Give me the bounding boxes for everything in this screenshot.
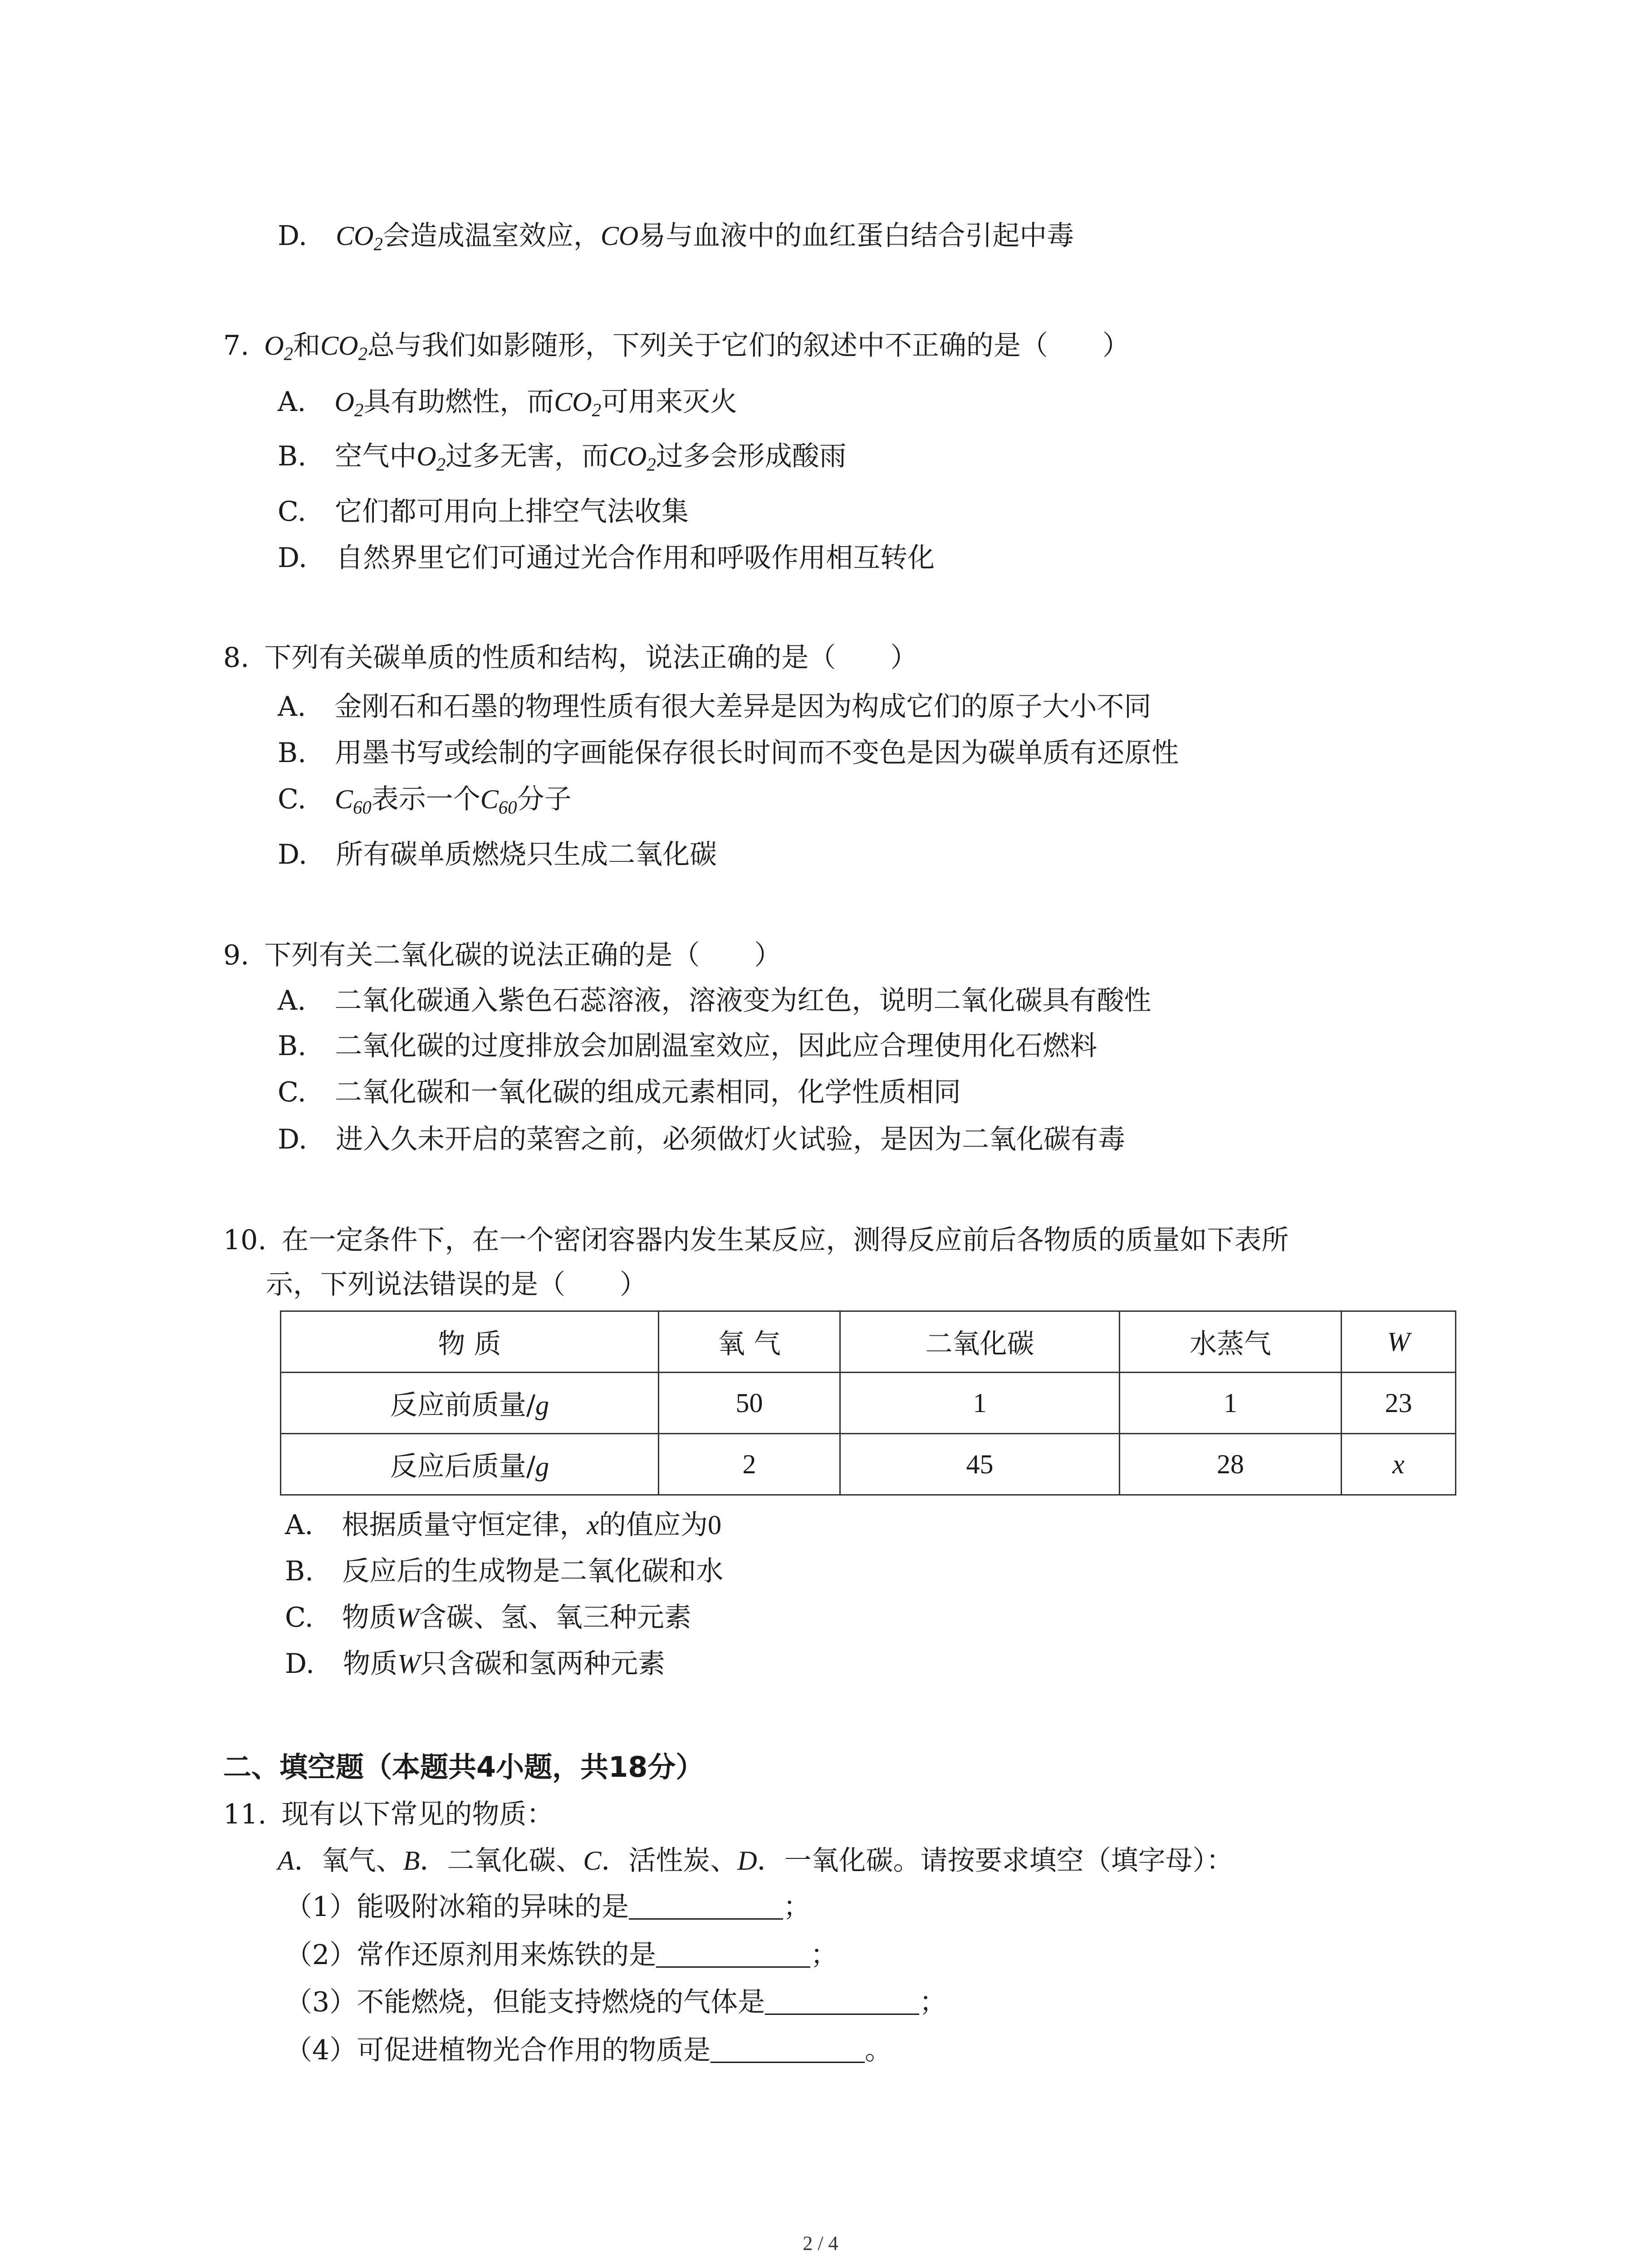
q7-option-d: D. 自然界里它们可通过光合作用和呼吸作用相互转化 xyxy=(278,542,935,574)
q7-option-a: A. $O_2$具有助燃性，而$CO_2$可用来灭火 xyxy=(278,386,737,420)
table-cell: 1 xyxy=(1120,1373,1342,1434)
q8-option-c: C. $C_{60}$表示一个$C_{60}$分子 xyxy=(278,783,572,818)
q6-option-d: D. $CO_2$会造成温室效应，CO易与血液中的血红蛋白结合引起中毒 xyxy=(278,220,1074,254)
q8-option-b: B. 用墨书写或绘制的字画能保存很长时间而不变色是因为碳单质有还原性 xyxy=(278,737,1179,769)
table-row xyxy=(281,1434,1456,1495)
q11-item-1: （1）能吸附冰箱的异味的是 ； xyxy=(285,1891,811,1923)
q11-item-3: （3）不能燃烧，但能支持燃烧的气体是 ； xyxy=(285,1986,947,2018)
answer-blank[interactable] xyxy=(710,2035,865,2063)
table-header-cell: 氧 气 xyxy=(659,1311,840,1373)
table-cell: 23 xyxy=(1342,1373,1456,1434)
q11-item-2: （2）常作还原剂用来炼铁的是 ； xyxy=(285,1939,838,1971)
table-row-label: 反应后质量/g xyxy=(281,1434,659,1495)
table-header-cell: 物 质 xyxy=(281,1311,659,1373)
q10-option-b: B. 反应后的生成物是二氧化碳和水 xyxy=(285,1555,724,1587)
q9-option-b: B. 二氧化碳的过度排放会加剧温室效应，因此应合理使用化石燃料 xyxy=(278,1030,1097,1062)
q11-choices: A．氧气、B．二氧化碳、C．活性炭、D．一氧化碳。请按要求填空（填字母）： xyxy=(278,1845,1234,1877)
q10-mass-table xyxy=(280,1310,1456,1496)
answer-blank[interactable] xyxy=(629,1892,783,1920)
table-cell: 1 xyxy=(840,1373,1120,1434)
table-cell: 28 xyxy=(1120,1434,1342,1495)
q7-option-c: C. 它们都可用向上排空气法收集 xyxy=(278,496,689,528)
q10-option-c: C. 物质W含碳、氢、氧三种元素 xyxy=(285,1602,691,1633)
q9-stem: 9. 下列有关二氧化碳的说法正确的是（ ） xyxy=(223,939,782,971)
table-cell: 45 xyxy=(840,1434,1120,1495)
q10-option-d: D. 物质W只含碳和氢两种元素 xyxy=(285,1648,666,1680)
q10-stem-line1: 10. 在一定条件下，在一个密闭容器内发生某反应，测得反应前后各物质的质量如下表所 xyxy=(223,1224,1289,1256)
answer-blank[interactable] xyxy=(765,1987,919,2015)
q9-option-a: A. 二氧化碳通入紫色石蕊溶液，溶液变为红色，说明二氧化碳具有酸性 xyxy=(278,985,1151,1017)
table-header-row xyxy=(281,1311,1456,1373)
q7-stem: 7. $O_2$和$CO_2$总与我们如影随形，下列关于它们的叙述中不正确的是（ ） xyxy=(223,330,1130,364)
q9-option-c: C. 二氧化碳和一氧化碳的组成元素相同，化学性质相同 xyxy=(278,1076,961,1108)
q8-option-a: A. 金刚石和石墨的物理性质有很大差异是因为构成它们的原子大小不同 xyxy=(278,691,1151,723)
q11-item-4: （4）可促进植物光合作用的物质是 。 xyxy=(285,2034,892,2066)
table-row xyxy=(281,1373,1456,1434)
q10-option-a: A. 根据质量守恒定律，x的值应为0 xyxy=(285,1509,722,1541)
table-cell: x xyxy=(1342,1434,1456,1495)
table-header-cell: 水蒸气 xyxy=(1120,1311,1342,1373)
table-cell: 2 xyxy=(659,1434,840,1495)
table-header-cell: W xyxy=(1342,1311,1456,1373)
answer-blank[interactable] xyxy=(656,1940,810,1968)
table-cell: 50 xyxy=(659,1373,840,1434)
q11-stem: 11. 现有以下常见的物质： xyxy=(223,1799,554,1830)
q8-stem: 8. 下列有关碳单质的性质和结构，说法正确的是（ ） xyxy=(223,642,918,674)
q8-option-d: D. 所有碳单质燃烧只生成二氧化碳 xyxy=(278,839,717,870)
q10-stem-line2: 示，下列说法错误的是（ ） xyxy=(266,1269,647,1300)
table-row-label: 反应前质量/g xyxy=(281,1373,659,1434)
page-number: 2 / 4 xyxy=(803,2232,838,2254)
table-header-cell: 二氧化碳 xyxy=(840,1311,1120,1373)
section-title: 二、填空题（本题共4小题，共18分） xyxy=(223,1750,704,1784)
q9-option-d: D. 进入久未开启的菜窖之前，必须做灯火试验，是因为二氧化碳有毒 xyxy=(278,1124,1126,1155)
q7-option-b: B. 空气中$O_2$过多无害，而$CO_2$过多会形成酸雨 xyxy=(278,440,847,475)
